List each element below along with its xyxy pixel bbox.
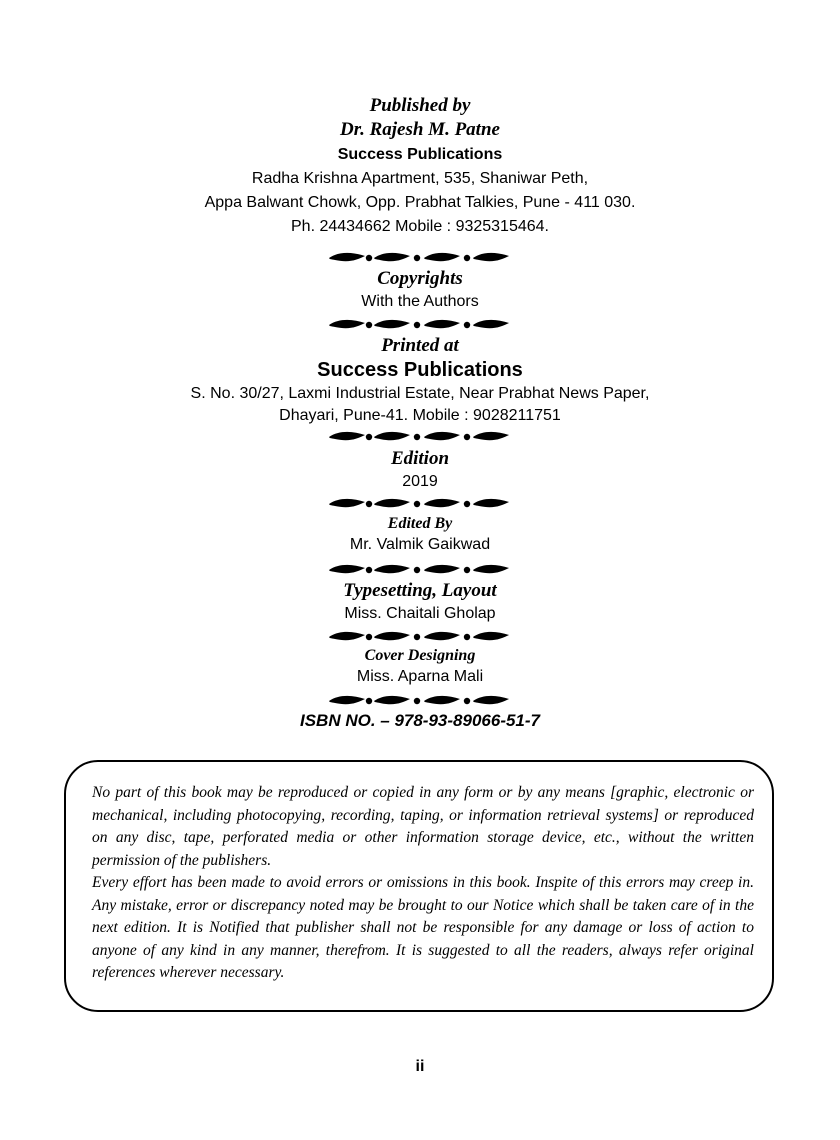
publisher-company: Success Publications	[337, 146, 503, 163]
edition-section	[0, 447, 840, 493]
publisher-name: Dr. Rajesh M. Patne	[340, 119, 500, 140]
flourish-divider-icon	[325, 563, 515, 577]
ornament-divider	[0, 430, 840, 444]
flourish-divider-icon	[325, 630, 515, 644]
ornament-divider	[0, 318, 840, 332]
copyrights-section	[0, 267, 840, 313]
printer-company: Success Publications	[317, 359, 523, 381]
isbn-section	[0, 710, 840, 732]
edition-value: 2019	[402, 473, 438, 490]
copyright-notice-text	[92, 782, 754, 985]
cover-section	[0, 646, 840, 688]
typesetting-value: Miss. Chaitali Gholap	[344, 605, 496, 622]
notice-paragraph-reproduction: No part of this book may be reproduced or copied in any form or by any means [graphic, electronic or mechanical, including photocopying, recording, taping, or information retrieval systems] or reproduced on any disc, tape, perforated media or other information storage device, etc., without the written permission of the publishers.	[92, 784, 754, 869]
copyrights-heading: Copyrights	[377, 268, 463, 289]
ornament-divider	[0, 251, 840, 265]
edited-by-section	[0, 514, 840, 556]
ornament-divider	[0, 497, 840, 511]
copyright-notice-box	[64, 760, 774, 1012]
flourish-divider-icon	[325, 430, 515, 444]
publisher-section	[0, 94, 840, 238]
edited-by-heading: Edited By	[387, 515, 453, 532]
edition-heading: Edition	[390, 448, 450, 469]
copyrights-value: With the Authors	[361, 293, 479, 310]
ornament-divider	[0, 563, 840, 577]
printer-address-line1: S. No. 30/27, Laxmi Industrial Estate, Near Prabhat News Paper,	[190, 385, 650, 402]
printer-section	[0, 334, 840, 427]
published-by-heading: Published by	[369, 95, 471, 116]
cover-heading: Cover Designing	[364, 647, 476, 664]
typesetting-section	[0, 579, 840, 625]
ornament-divider	[0, 630, 840, 644]
publisher-address-line1: Radha Krishna Apartment, 535, Shaniwar Peth,	[251, 170, 589, 187]
isbn-number: ISBN NO. – 978-93-89066-51-7	[299, 711, 541, 730]
publisher-address-line2: Appa Balwant Chowk, Opp. Prabhat Talkies, Pune - 411 030.	[204, 194, 636, 211]
page-number: ii	[415, 1058, 425, 1075]
flourish-divider-icon	[325, 318, 515, 332]
printed-at-heading: Printed at	[381, 335, 459, 356]
flourish-divider-icon	[325, 694, 515, 708]
cover-value: Miss. Aparna Mali	[356, 668, 484, 685]
typesetting-heading: Typesetting, Layout	[343, 580, 497, 601]
edited-by-value: Mr. Valmik Gaikwad	[349, 536, 491, 553]
publisher-phone: Ph. 24434662 Mobile : 9325315464.	[291, 218, 549, 235]
notice-paragraph-errors: Every effort has been made to avoid errors or omissions in this book. Inspite of this errors may creep in. Any mistake, error or discrepancy noted may be brought to our Notice which shall be taken care of in the next edition. It is Notified that publisher shall not be responsible for any damage or loss of action to anyone of any kind in any manner, therefrom. It is suggested to all the readers, always refer original references wherever necessary.	[92, 874, 754, 981]
printer-address-line2: Dhayari, Pune-41. Mobile : 9028211751	[279, 407, 561, 424]
flourish-divider-icon	[325, 251, 515, 265]
flourish-divider-icon	[325, 497, 515, 511]
ornament-divider	[0, 694, 840, 708]
